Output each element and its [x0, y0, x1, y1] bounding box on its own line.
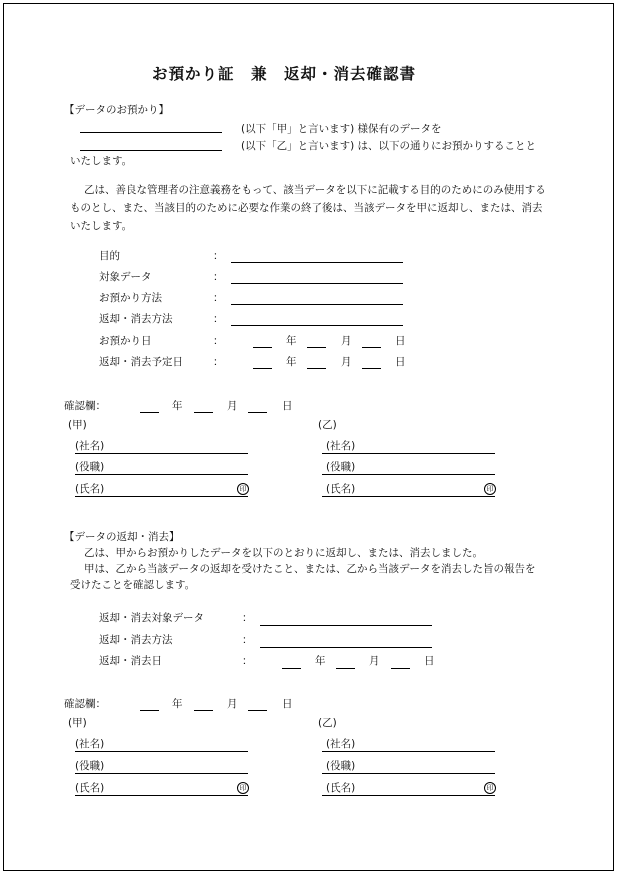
field-label-target-data: 対象データ [99, 271, 152, 283]
otsu-position-label: (役職) [326, 461, 356, 473]
deposit-month-blank[interactable] [307, 347, 326, 348]
kou-name-label: (氏名) [75, 483, 105, 495]
kou-company-line[interactable] [75, 453, 248, 454]
field-line-purpose[interactable] [231, 262, 403, 263]
return-month-blank[interactable] [336, 668, 355, 669]
year-unit: 年 [315, 655, 326, 667]
kou-seal-mark: 印 [237, 782, 249, 794]
document-title: お預かり証 兼 返却・消去確認書 [152, 65, 417, 83]
month-unit: 月 [227, 698, 238, 710]
kou-position-line[interactable] [75, 474, 248, 475]
otsu-position-line[interactable] [322, 773, 495, 774]
field-label-deposit-method: お預かり方法 [99, 292, 162, 304]
kou-company-label: (社名) [75, 738, 105, 750]
field-label-return-method: 返却・消去方法 [99, 313, 173, 325]
otsu-company-line[interactable] [322, 453, 495, 454]
field-line-return-method-2[interactable] [260, 647, 432, 648]
field-colon: ： [213, 271, 224, 283]
return-day-blank[interactable] [391, 668, 410, 669]
intro-line-1: (以下「甲」と言います) 様保有のデータを [241, 123, 442, 135]
section-heading-deposit: 【データのお預かり】 [64, 104, 169, 116]
field-colon: ： [213, 335, 224, 347]
scheduled-month-blank[interactable] [307, 368, 326, 369]
field-line-return-target-data[interactable] [260, 625, 432, 626]
field-colon: ： [242, 655, 253, 667]
field-label-return-date: 返却・消去日 [99, 655, 162, 667]
owner-name-line[interactable] [80, 132, 222, 133]
return-line-2: 甲は、乙から当該データの返却を受けたこと、または、乙から当該データを消去した旨の報告を [84, 563, 536, 575]
year-unit: 年 [172, 698, 183, 710]
otsu-seal-mark: 印 [484, 483, 496, 495]
year-unit: 年 [286, 356, 297, 368]
return-year-blank[interactable] [282, 668, 301, 669]
otsu-position-label: (役職) [326, 760, 356, 772]
confirm1-month-blank[interactable] [194, 412, 213, 413]
otsu-name-line[interactable] [322, 795, 495, 796]
return-line-1: 乙は、甲からお預かりしたデータを以下のとおりに返却し、または、消去しました。 [84, 547, 483, 559]
month-unit: 月 [341, 356, 352, 368]
kou-position-line[interactable] [75, 773, 248, 774]
obligation-paragraph: 乙は、善良な管理者の注意義務をもって、該当データを以下に記載する目的のためにのみ使用するものとし、また、当該目的のために必要な作業の終了後は、当該データを甲に返却し、または、消去いたします。 [70, 184, 546, 232]
field-line-deposit-method[interactable] [231, 304, 403, 305]
field-label-deposit-date: お預かり日 [99, 335, 152, 347]
kou-name-line[interactable] [75, 795, 248, 796]
day-unit: 日 [395, 356, 406, 368]
deposit-year-blank[interactable] [253, 347, 272, 348]
scheduled-day-blank[interactable] [362, 368, 381, 369]
confirm-label: 確認欄： [64, 400, 106, 412]
confirm2-month-blank[interactable] [194, 710, 213, 711]
day-unit: 日 [395, 335, 406, 347]
confirm-label: 確認欄： [64, 698, 106, 710]
kou-name-line[interactable] [75, 496, 248, 497]
field-line-target-data[interactable] [231, 283, 403, 284]
document-page [3, 3, 614, 871]
day-unit: 日 [282, 400, 293, 412]
field-line-return-method[interactable] [231, 325, 403, 326]
kou-position-label: (役職) [75, 760, 105, 772]
day-unit: 日 [424, 655, 435, 667]
year-unit: 年 [286, 335, 297, 347]
intro-line-3: いたします。 [70, 155, 133, 167]
party-kou-label: (甲) [68, 419, 87, 431]
confirm1-year-blank[interactable] [140, 412, 159, 413]
otsu-company-label: (社名) [326, 738, 356, 750]
scheduled-year-blank[interactable] [253, 368, 272, 369]
kou-company-line[interactable] [75, 751, 248, 752]
party-kou-label: (甲) [68, 717, 87, 729]
party-otsu-label: (乙) [318, 717, 337, 729]
otsu-company-line[interactable] [322, 751, 495, 752]
kou-position-label: (役職) [75, 461, 105, 473]
intro-line-2: (以下「乙」と言います) は、以下の通りにお預かりすることと [241, 140, 537, 152]
field-colon: ： [213, 356, 224, 368]
confirm2-day-blank[interactable] [248, 710, 267, 711]
otsu-seal-mark: 印 [484, 782, 496, 794]
confirm2-year-blank[interactable] [140, 710, 159, 711]
kou-company-label: (社名) [75, 440, 105, 452]
return-line-3: 受けたことを確認します。 [70, 579, 196, 591]
month-unit: 月 [341, 335, 352, 347]
year-unit: 年 [172, 400, 183, 412]
day-unit: 日 [282, 698, 293, 710]
field-label-purpose: 目的 [99, 250, 120, 262]
kou-seal-mark: 印 [237, 483, 249, 495]
field-colon: ： [213, 250, 224, 262]
field-colon: ： [242, 634, 253, 646]
otsu-name-label: (氏名) [326, 782, 356, 794]
field-colon: ： [242, 612, 253, 624]
kou-name-label: (氏名) [75, 782, 105, 794]
otsu-position-line[interactable] [322, 474, 495, 475]
section-heading-return: 【データの返却・消去】 [64, 531, 180, 543]
field-label-return-method-2: 返却・消去方法 [99, 634, 173, 646]
recipient-name-line[interactable] [80, 150, 222, 151]
field-colon: ： [213, 292, 224, 304]
confirm1-day-blank[interactable] [248, 412, 267, 413]
otsu-name-line[interactable] [322, 496, 495, 497]
otsu-name-label: (氏名) [326, 483, 356, 495]
field-label-return-scheduled-date: 返却・消去予定日 [99, 356, 183, 368]
month-unit: 月 [369, 655, 380, 667]
deposit-day-blank[interactable] [362, 347, 381, 348]
otsu-company-label: (社名) [326, 440, 356, 452]
party-otsu-label: (乙) [318, 419, 337, 431]
month-unit: 月 [227, 400, 238, 412]
field-label-return-target-data: 返却・消去対象データ [99, 612, 204, 624]
field-colon: ： [213, 313, 224, 325]
